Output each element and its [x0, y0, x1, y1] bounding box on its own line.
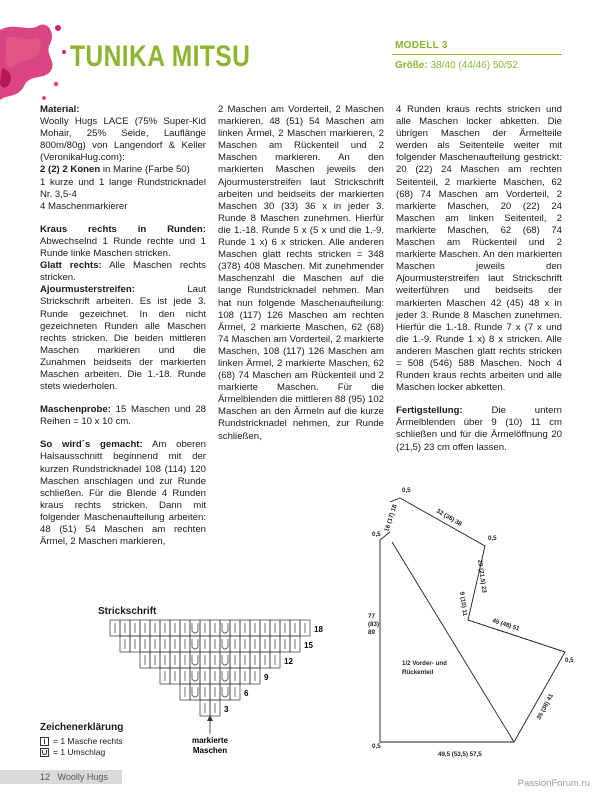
dim-top-small: 0,5	[402, 487, 411, 494]
panel-label-line2: Rückenteil	[402, 669, 434, 676]
chart-cell	[220, 620, 230, 636]
ajour-text: Laut Strickschrift arbeiten. Es ist jede 3. Runde gezeichnet. In den nicht gezeichneten Runden alle Maschen rechts stricken. Die beiden mittleren Maschen markieren und die Zunahmen beidseits der markierten Maschen arbeiten. Die 1.-18. Runde stets wiederholen.	[40, 284, 206, 393]
dim-bottom-width: 49,5 (53,5) 57,5	[438, 751, 482, 758]
panel-label-line1: 1/2 Vorder- und	[402, 660, 447, 667]
size-line	[395, 60, 518, 71]
chart-row-label: 6	[244, 689, 249, 698]
gauge-section	[40, 404, 206, 428]
page-number: 12	[40, 772, 51, 782]
finishing-text: Die untern Ärmelblenden über 9 (10) 11 cm schließen und für die Ärmelöffnung 20 (21,5) 23 cm offen lassen.	[396, 405, 562, 453]
garment-schematic	[360, 480, 590, 765]
header-divider	[392, 54, 562, 55]
legend-item-yarnover	[40, 747, 105, 757]
marker-label-line1: markierte	[191, 736, 229, 745]
instructions-text: Am oberen Halsausschnitt beginnend mit der kurzen Rundstricknadel 108 (114) 120 Maschen anschlagen und zur Runde schließen. Für die Blende 4 Runden kraus rechts stricken. Dann mit folgender Maschenaufteilung arbeiten: 48 (51) 54 Maschen am rechten Ärmel, 2 Maschen markieren,	[40, 439, 206, 548]
page-title: TUNIKA MITSU	[70, 40, 251, 73]
chart-cell	[190, 668, 200, 684]
finishing-section	[396, 405, 562, 453]
kraus-text: Abwechselnd 1 Runde rechte und 1 Runde linke Maschen stricken.	[40, 235, 206, 260]
legend-item-knit	[40, 736, 123, 746]
material-line1-rest: in Marine (Farbe 50)	[100, 164, 190, 176]
chart-row-label: 12	[284, 657, 293, 666]
instructions-label: So wird´s gemacht:	[40, 439, 143, 451]
chart-grid	[110, 620, 310, 716]
legend-yarnover-text: = 1 Umschlag	[53, 747, 106, 757]
yarnover-symbol	[222, 655, 228, 665]
chart-cell	[220, 636, 230, 652]
dim-height-3: 89	[368, 629, 375, 636]
dim-shoulder-right-small: 0,5	[488, 535, 497, 542]
chart-row-label: 3	[224, 705, 229, 714]
yarnover-symbol	[192, 671, 198, 681]
yarnover-symbol	[192, 687, 198, 697]
chart-row-label: 18	[314, 625, 323, 634]
dim-sleeve-drop: 20 (21,5) 23	[476, 559, 488, 594]
yarnover-symbol	[222, 639, 228, 649]
ajour-label: Ajourmusterstreifen:	[40, 284, 135, 296]
dim-bottom-left-small: 0,5	[372, 743, 381, 750]
chart-row-labels	[224, 625, 323, 714]
size-label: Größe:	[395, 60, 428, 71]
gauge-text: 15 Maschen und 28 Reihen = 10 x 10 cm.	[40, 404, 206, 428]
marker-label-line2: Maschen	[192, 746, 228, 755]
knit-stitch-icon	[40, 737, 49, 746]
material-text: Woolly Hugs LACE (75% Super-Kid Mohair, 25% Seide, Lauflänge 800m/80g) von Langendorf & Keller (VeronikaHug.com):	[40, 116, 206, 164]
material-line1-bold: 2 (2) 2 Konen	[40, 164, 101, 176]
yarnover-symbol	[222, 623, 228, 633]
finishing-label: Fertigstellung:	[396, 405, 463, 417]
dim-left-top-small: 0,5	[372, 531, 381, 538]
model-label: MODELL 3	[395, 40, 448, 51]
instructions-continued: 2 Maschen am Vorderteil, 2 Maschen markieren, 48 (51) 54 Maschen am linken Ärmel, 2 Maschen markieren, 2 Maschen am Rückenteil und 2 Maschen markieren. An den markierten Maschen jeweils den Ajourmusterstreifen laut Strickschrift arbeiten und beidseits der markierten Maschen 30 (33) 36 x in jeder 3. Runde 8 Maschen zunehmen. Hierfür die 1.-18. Runde 5 x (5 x und die 1.-9. Runde 1 x) 6 x stricken. Alle anderen Maschen glatt rechts stricken = 348 (378) 408 Maschen. Mit zunehmender Maschenzahl die Maschen auf die lange Rundstricknadel nehmen. Man hat nun folgende Maschenaufteilung: 108 (117) 126 Maschen am rechten Ärmel, 2 markierte Maschen, 62 (68) 74 Maschen am Vorderteil, 2 markierte Maschen, 108 (117) 126 Maschen am linken Ärmel, 2 markierte Maschen, 62 (68) 74 Maschen am Rückenteil und 2 markierte Maschen. Für die Ärmelblenden die mittleren 88 (95) 102 Maschen an den Ärmeln auf die kurze Rundstricknadel nehmen, zur Runde schließen,	[218, 104, 384, 442]
magazine-name: Woolly Hugs	[57, 772, 108, 782]
chart-row-label: 15	[304, 641, 313, 650]
size-value: 38/40 (44/46) 50/52	[430, 60, 518, 71]
technique-section	[40, 224, 206, 393]
dim-height-1: 77	[368, 613, 375, 620]
chart-cell	[220, 684, 230, 700]
schematic-diagonal	[392, 542, 514, 742]
chart-cell	[220, 668, 230, 684]
legend-knit-text: = 1 Masche rechts	[53, 736, 123, 746]
dim-height-2: (83)	[368, 621, 380, 628]
knitting-chart	[90, 612, 360, 757]
chart-title: Strickschrift	[98, 606, 157, 617]
chart-cell	[190, 684, 200, 700]
kraus-label: Kraus rechts in Runden:	[40, 223, 206, 235]
dim-side-right-small: 0,5	[565, 657, 574, 664]
yarnover-symbol	[222, 687, 228, 697]
dim-side: 45 (48) 51	[491, 617, 521, 633]
yarnover-symbol	[192, 655, 198, 665]
yarnover-icon	[40, 748, 49, 757]
footer-text	[40, 770, 108, 784]
chart-cell	[220, 652, 230, 668]
chart-row-label: 9	[264, 673, 269, 682]
material-line2: 1 kurze und 1 lange Rundstricknadel Nr. 3,5-4	[40, 176, 206, 200]
material-line3: 4 Maschenmarkierer	[40, 200, 128, 212]
gauge-label: Maschenprobe:	[40, 404, 111, 416]
schematic-outline	[380, 498, 565, 742]
ink-splash-decoration	[0, 8, 78, 108]
yarnover-symbol	[192, 623, 198, 633]
material-label: Material:	[40, 104, 80, 115]
dim-neck-diag: 16 (17) 18	[383, 503, 399, 533]
glatt-text: Alle Maschen rechts stricken.	[40, 260, 206, 284]
chart-cell	[190, 620, 200, 636]
yarnover-symbol	[192, 639, 198, 649]
chart-cell	[190, 636, 200, 652]
text-column-2	[218, 104, 384, 454]
site-watermark: PassionForum.ru	[517, 778, 590, 789]
yarnover-symbol	[222, 671, 228, 681]
legend-title: Zeichenerklärung	[40, 722, 124, 733]
instructions-section	[40, 439, 206, 548]
dim-shoulder: 32 (35) 38	[435, 507, 463, 528]
chart-cell	[190, 652, 200, 668]
text-column-3	[396, 104, 562, 465]
text-column-1	[40, 104, 206, 559]
dim-cuff: 9 (10) 11	[458, 591, 469, 617]
material-section	[40, 104, 206, 213]
instructions-end: 4 Runden kraus rechts stricken und alle Maschen locker abketten. Die übrigen Maschen der Ärmelteile werden als Seitenteile weiter mit folgender Maschenaufteilung gestrickt: 20 (22) 24 Maschen am rechten Seitenteil, 2 markierte Maschen, 62 (68) 74 Maschen am Vorderteil, 2 markierte Maschen, 20 (22) 24 Maschen am linken Seitenteil, 2 markierte Maschen, 62 (68) 74 Maschen am Rückenteil und 2 markierte Maschen. An den markierten Maschen jeweils den Ajourmusterstreifen laut Strickschrift weiterführen und beidseits der markierten Maschen 42 (45) 48 x in jeder 3. Runde 8 Maschen zunehmen. Hierfür die 1.-18. Runde 7 x (7 x und die 1.-9. Runde 1 x) 8 x stricken. Alle anderen Maschen glatt rechts stricken = 508 (546) 588 Maschen. Noch 4 Runden kraus rechts arbeiten und alle Maschen locker abketten.	[396, 104, 562, 394]
dim-hem-diag: 35 (38) 41	[535, 692, 556, 721]
glatt-label: Glatt rechts:	[40, 260, 102, 272]
